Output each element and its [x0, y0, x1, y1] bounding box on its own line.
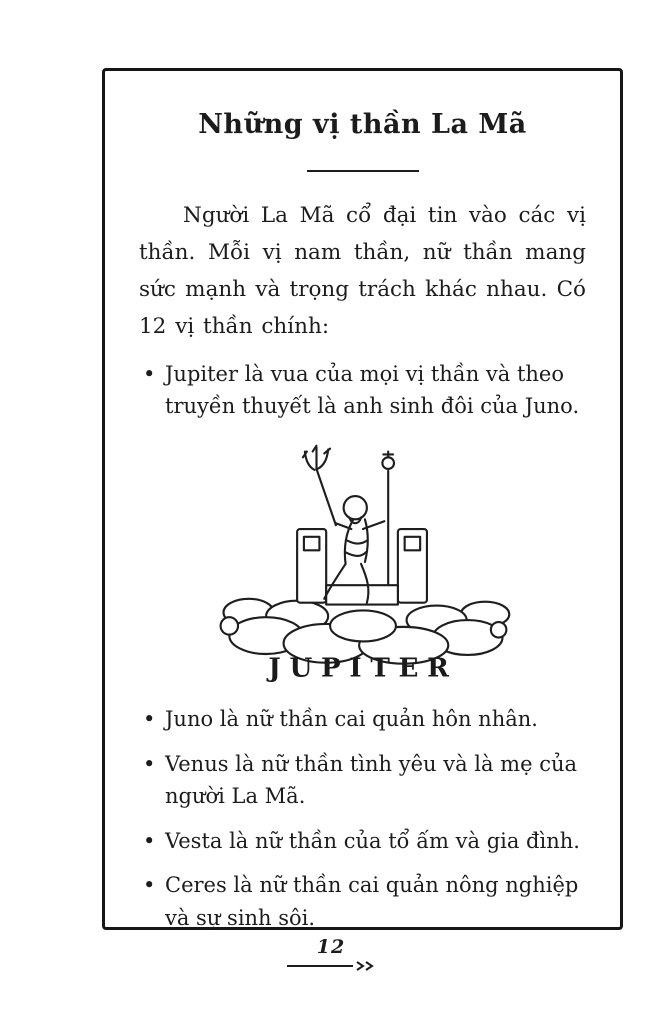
page-number: 12: [316, 936, 346, 958]
intro-paragraph: Người La Mã cổ đại tin vào các vị thần. Mỗi vị nam thần, nữ thần mang sức mạnh và trọng trách khác nhau. Có 12 vị thần chính:: [139, 203, 586, 339]
trident-shape: [302, 446, 335, 525]
title-divider: [307, 170, 419, 172]
page-number-ornament: [283, 960, 379, 972]
bullet-item-juno: • Juno là nữ thần cai quản hôn nhân.: [139, 703, 586, 736]
gods-bullet-list: [139, 703, 586, 934]
page-footer: [0, 936, 662, 972]
scepter-shape: [382, 452, 394, 586]
page-title: Những vị thần La Mã: [198, 109, 527, 140]
bullet-item-venus: • Venus là nữ thần tình yêu và là mẹ của người La Mã.: [139, 748, 586, 813]
bullet-item-vesta: • Vesta là nữ thần của tổ ấm và gia đình.: [139, 825, 586, 858]
bullet-item-ceres: • Ceres là nữ thần cai quản nông nghiệp và sự sinh sôi.: [139, 869, 586, 934]
jupiter-bullet-list: [139, 358, 586, 423]
page-frame: [102, 68, 623, 930]
jupiter-illustration: [139, 437, 586, 685]
jupiter-drawing: [208, 437, 518, 685]
jupiter-caption: JUPITER: [267, 652, 458, 684]
bullet-item-jupiter: • Jupiter là vua của mọi vị thần và theo truyền thuyết là anh sinh đôi của Juno.: [139, 358, 586, 423]
